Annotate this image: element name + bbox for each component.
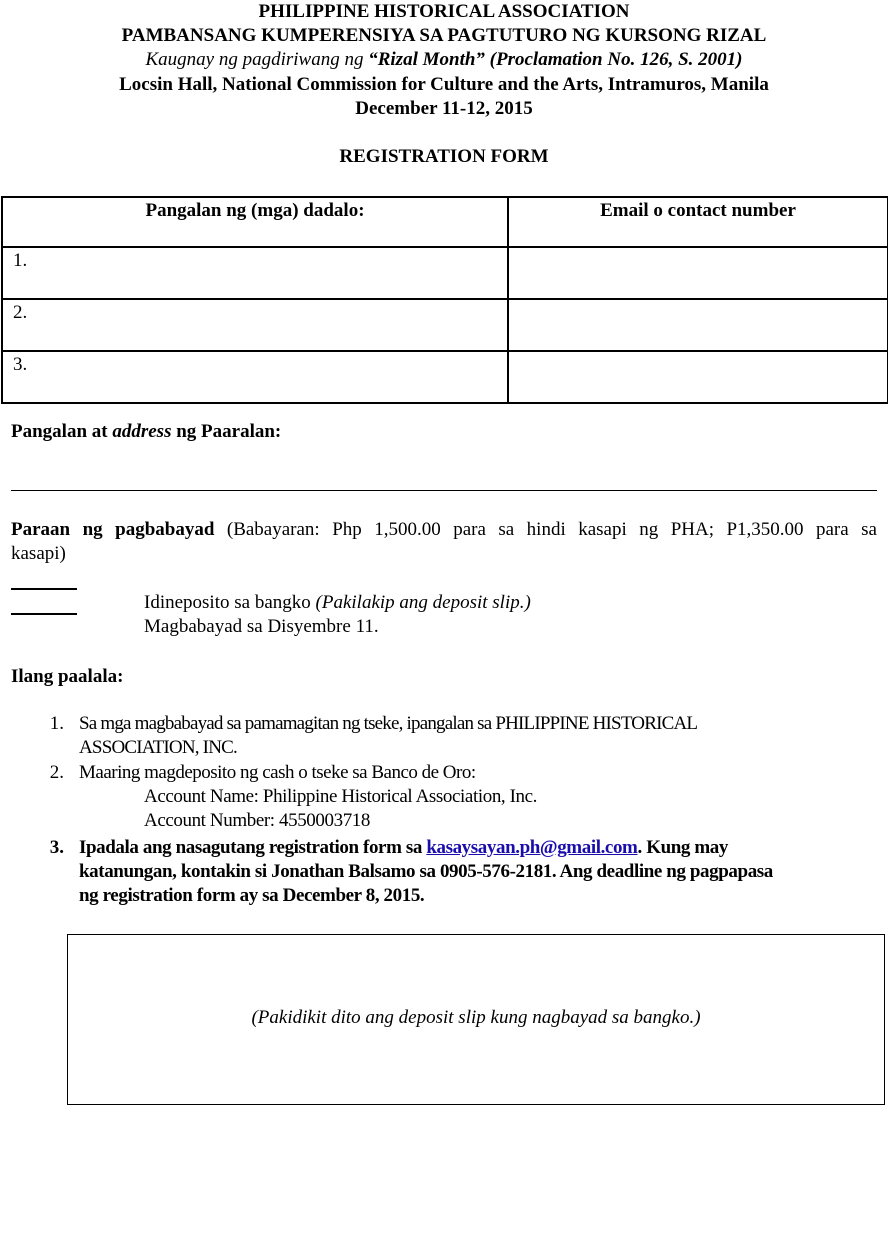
table-row [2,351,888,403]
registration-table [1,196,888,404]
reminder-3-pre: Ipadala ang nasagutang registration form sa [79,837,427,858]
account-number: Account Number: 4550003718 [144,810,371,831]
table-header-row [2,197,888,247]
payment-fees: (Babayaran: Php 1,500.00 para sa hindi kasapi ng PHA; P1,350.00 para sa [226,519,877,540]
contact-cell[interactable] [508,351,888,403]
celebration-prefix: Kaugnay ng pagdiriwang ng [145,49,369,70]
attendee-name-cell[interactable]: 1. [2,247,508,299]
reminder-3-line3: ng registration form ay sa December 8, 2015. [79,885,425,906]
school-label-post: ng Paaralan: [171,421,282,442]
conference-title: PAMBANSANG KUMPERENSIYA SA PAGTUTURO NG KURSONG RIZAL [121,25,767,46]
reminder-number: 3. [49,837,64,858]
contact-cell[interactable] [508,247,888,299]
reminders-title: Ilang paalala: [11,666,124,687]
table-row [2,299,888,351]
payment-option-blank[interactable] [11,588,77,590]
deposit-slip-box[interactable] [67,934,885,1105]
payment-fees-cont: kasapi) [11,543,66,564]
account-name: Account Name: Philippine Historical Association, Inc. [144,786,538,807]
reminder-3-line2: katanungan, kontakin si Jonathan Balsamo sa 0905-576-2181. Ang deadline ng pagpapasa [79,861,773,882]
contact-cell[interactable] [508,299,888,351]
school-answer-line[interactable] [11,490,877,491]
attendee-name-header: Pangalan ng (mga) dadalo: [2,197,508,247]
payment-option-blank[interactable] [11,613,77,615]
celebration-line [0,48,888,72]
attendee-name-cell[interactable]: 2. [2,299,508,351]
reminder-3-post: . Kung may [637,837,728,858]
attendee-name-cell[interactable]: 3. [2,351,508,403]
payment-option-onsite: Magbabayad sa Disyembre 11. [144,616,379,637]
payment-option-deposit [144,591,531,615]
table-row [2,247,888,299]
form-title: REGISTRATION FORM [339,146,549,167]
reminder-3-line1 [79,836,728,860]
reminder-1-line2: ASSOCIATION, INC. [79,737,237,758]
reminder-1-line1: Sa mga magbabayad sa pamamagitan ng tseke, ipangalan sa PHILIPPINE HISTORICAL [79,713,698,734]
reminder-2-line1: Maaring magdeposito ng cash o tseke sa Banco de Oro: [79,762,476,783]
payment-line [11,518,877,542]
contact-header: Email o contact number [508,197,888,247]
venue-line: Locsin Hall, National Commission for Culture and the Arts, Intramuros, Manila [119,74,769,95]
email-link[interactable]: kasaysayan.ph@gmail.com [426,837,638,858]
reminder-number: 2. [49,762,64,783]
school-label [11,420,281,444]
school-label-emph: address [112,421,172,442]
payment-label: Paraan ng pagbabayad [11,519,215,540]
date-line: December 11-12, 2015 [355,98,533,119]
deposit-slip-instruction: (Pakidikit dito ang deposit slip kung nagbayad sa bangko.) [251,1007,701,1028]
org-title: PHILIPPINE HISTORICAL ASSOCIATION [258,1,630,22]
reminder-number: 1. [49,713,64,734]
payment-option-note: (Pakilakip ang deposit slip.) [315,592,531,613]
celebration-emphasis: “Rizal Month” (Proclamation No. 126, S. 2001) [368,49,743,70]
school-label-pre: Pangalan at [11,421,113,442]
payment-option-text: Idineposito sa bangko [144,592,316,613]
